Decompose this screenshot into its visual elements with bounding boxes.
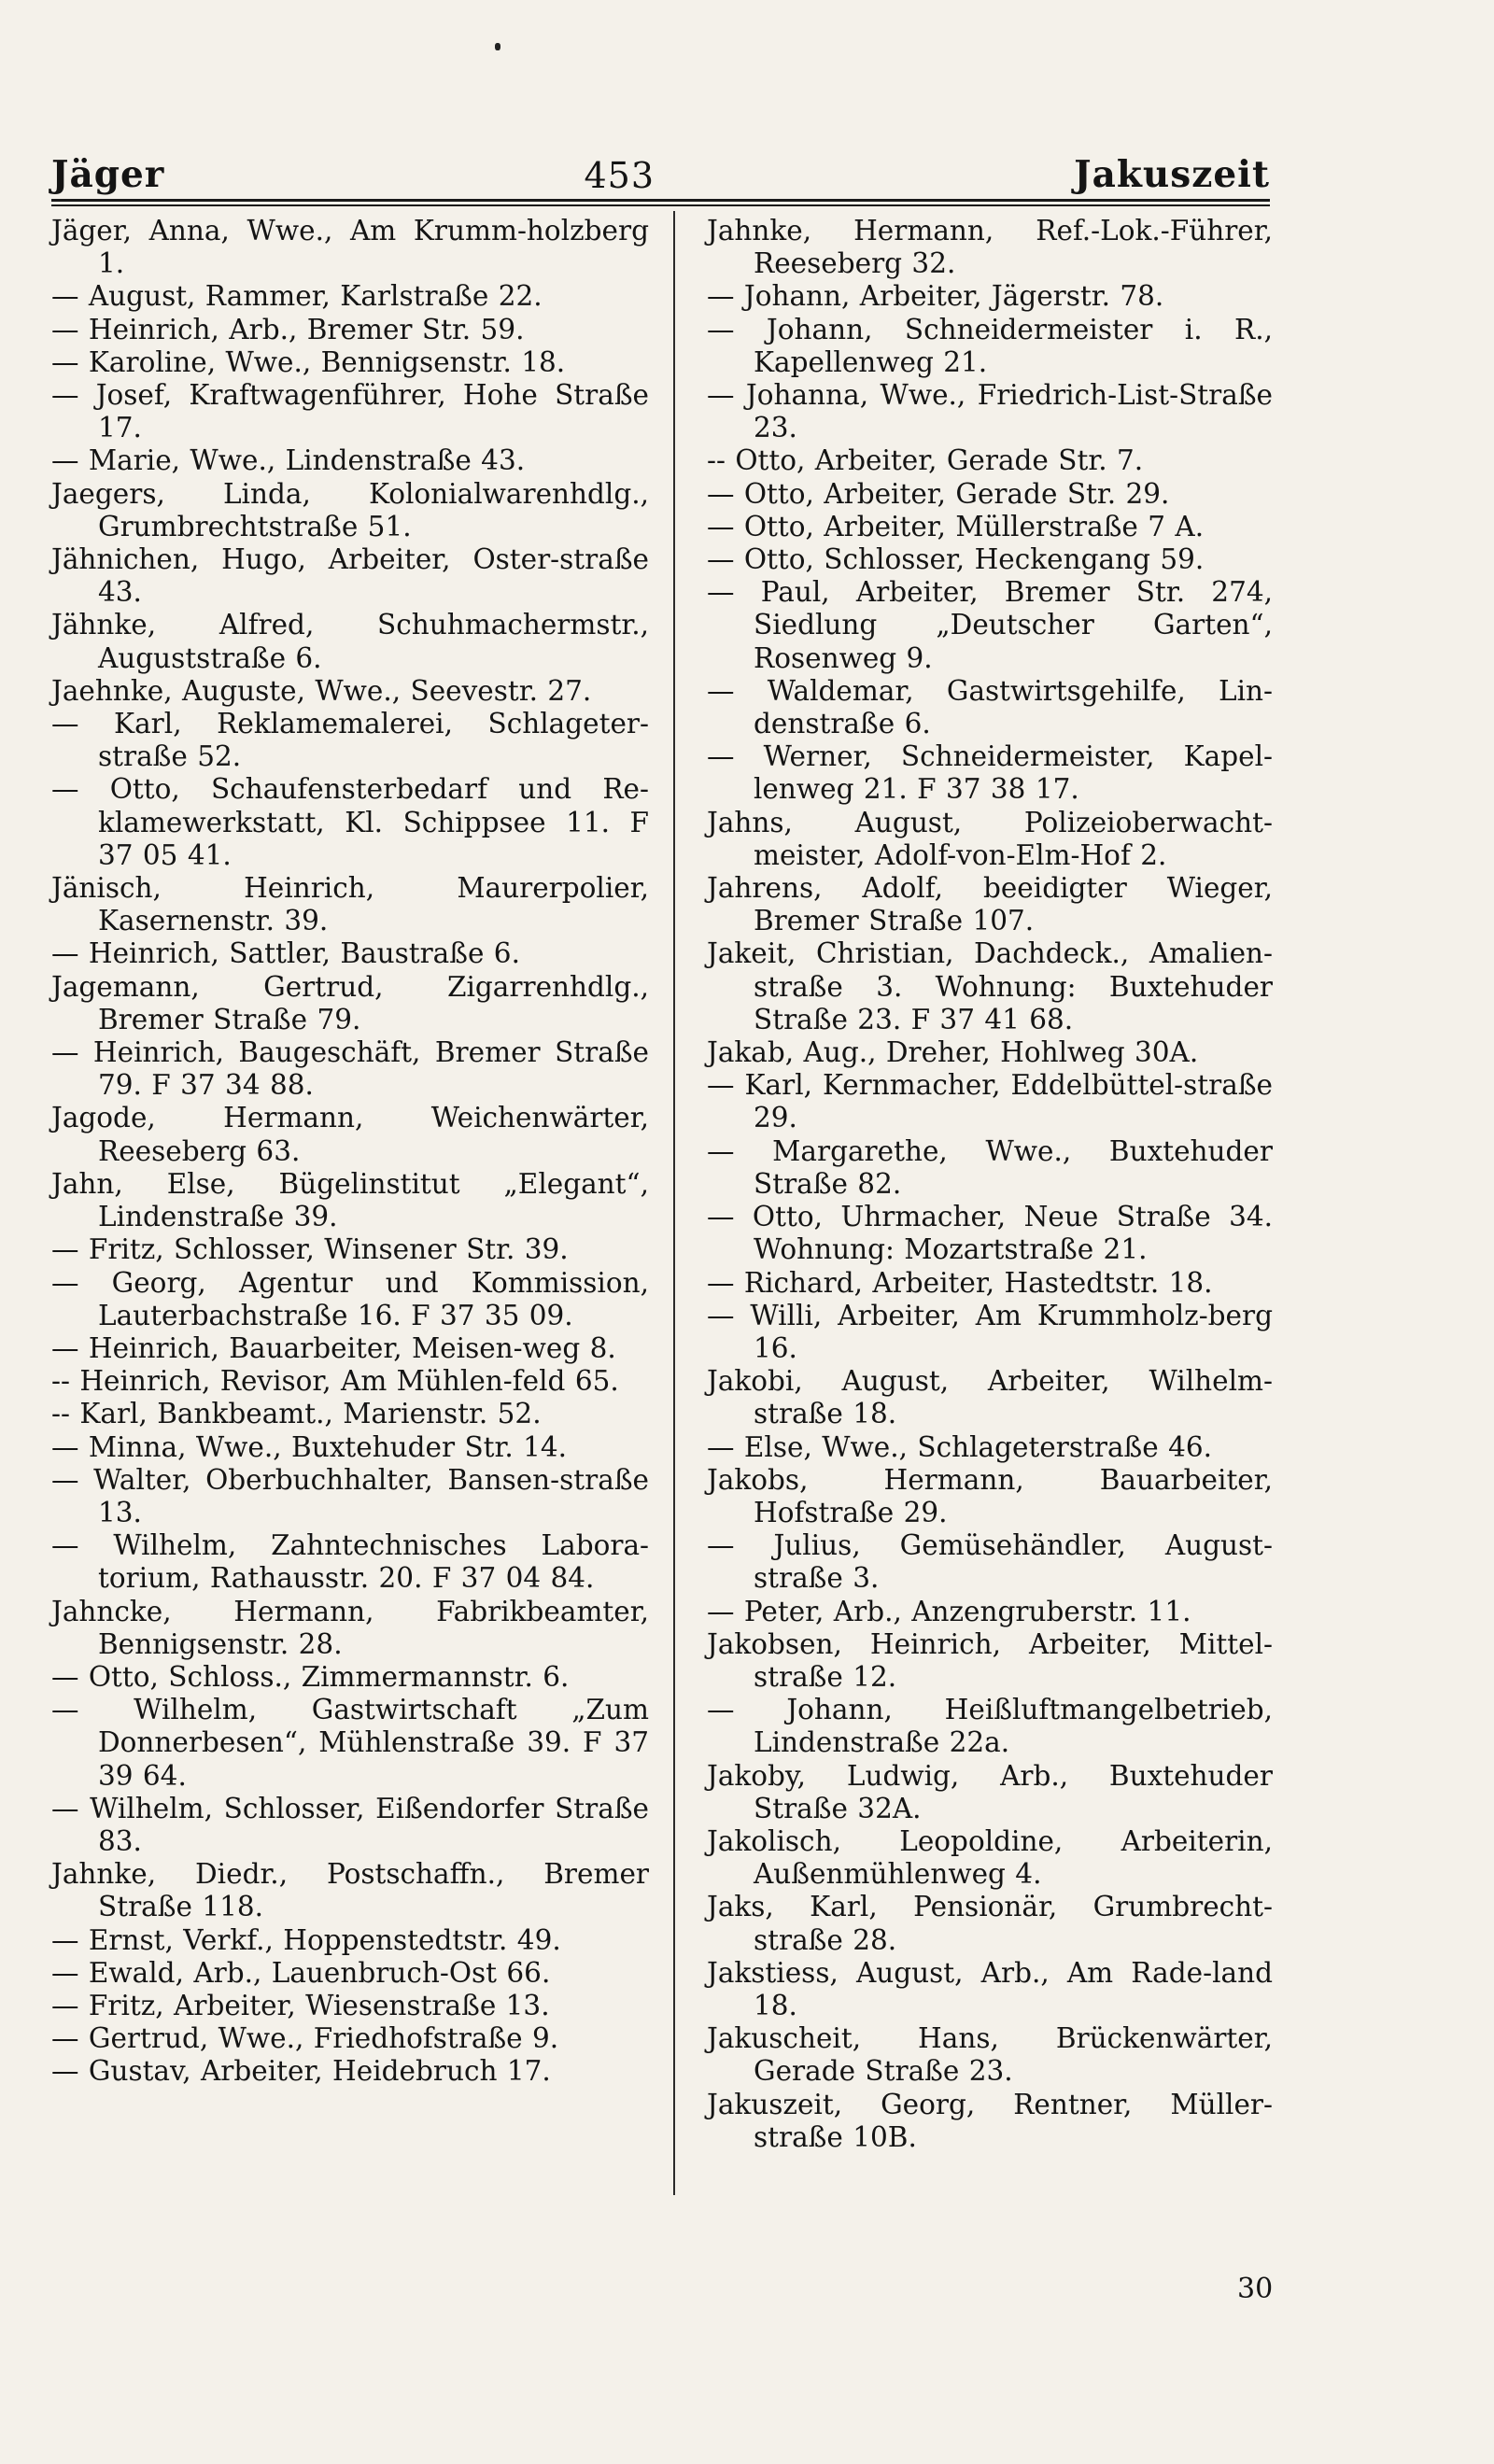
directory-entry: Jakobi, August, Arbeiter, Wilhelm-straße 18. [707, 1365, 1273, 1430]
directory-entry: Jakolisch, Leopoldine, Arbeiterin, Außenmühlenweg 4. [707, 1824, 1273, 1891]
directory-entry: — Heinrich, Arb., Bremer Str. 59. [51, 313, 525, 345]
directory-entry: Jahnke, Hermann, Ref.-Lok.-Führer, Reeseberg 32. [707, 215, 1273, 280]
directory-entry: — Walter, Oberbuchhalter, Bansen-straße 13. [51, 1463, 649, 1528]
directory-entry: — Otto, Schloss., Zimmermannstr. 6. [51, 1660, 570, 1693]
page-header [51, 140, 1270, 196]
directory-entry: — Ewald, Arb., Lauenbruch-Ost 66. [51, 1956, 551, 1989]
directory-entry: Jakeit, Christian, Dachdeck., Amalien-straße 3. Wohnung: Buxtehuder Straße 23. F 37 41 68. [707, 937, 1273, 1035]
directory-entry: — Wilhelm, Schlosser, Eißendorfer Straße 83. [51, 1792, 649, 1857]
directory-entry: — Johann, Schneidermeister i. R., Kapellenweg 21. [707, 313, 1273, 378]
directory-entry: — Richard, Arbeiter, Hastedtstr. 18. [707, 1266, 1213, 1299]
directory-entry: — Gertrud, Wwe., Friedhofstraße 9. [51, 2022, 559, 2055]
directory-entry: — Johann, Arbeiter, Jägerstr. 78. [707, 280, 1164, 313]
directory-entry: Jakoby, Ludwig, Arb., Buxtehuder Straße 32A. [707, 1759, 1273, 1824]
directory-entry: Jänisch, Heinrich, Maurerpolier, Kasernenstr. 39. [51, 872, 649, 937]
directory-entry: — Else, Wwe., Schlageterstraße 46. [707, 1430, 1213, 1463]
column-divider [673, 211, 675, 2195]
directory-entry: — Peter, Arb., Anzengruberstr. 11. [707, 1595, 1191, 1627]
directory-entry: — Fritz, Arbeiter, Wiesenstraße 13. [51, 1989, 550, 2021]
signature-mark: 30 [1237, 2273, 1274, 2305]
header-rule-top [51, 199, 1270, 202]
directory-entry: — Gustav, Arbeiter, Heidebruch 17. [51, 2055, 551, 2088]
directory-entry: Jakobsen, Heinrich, Arbeiter, Mittel-straße 12. [707, 1627, 1273, 1693]
directory-entry: — Wilhelm, Zahntechnisches Labora-torium, Rathausstr. 20. F 37 04 84. [51, 1529, 649, 1595]
directory-entry: — August, Rammer, Karlstraße 22. [51, 280, 543, 313]
directory-entry: Jaks, Karl, Pensionär, Grumbrecht-straße 28. [707, 1891, 1273, 1956]
directory-entry: Jäger, Anna, Wwe., Am Krumm-holzberg 1. [51, 215, 649, 280]
directory-entry: -- Karl, Bankbeamt., Marienstr. 52. [51, 1398, 542, 1430]
directory-entry: — Werner, Schneidermeister, Kapel-lenweg 21. F 37 38 17. [707, 740, 1273, 806]
directory-entry: — Willi, Arbeiter, Am Krummholz-berg 16. [707, 1299, 1273, 1364]
directory-entry: — Karoline, Wwe., Bennigsenstr. 18. [51, 345, 566, 378]
directory-entry: — Minna, Wwe., Buxtehuder Str. 14. [51, 1430, 568, 1463]
directory-entry: Jakstiess, August, Arb., Am Rade-land 18. [707, 1956, 1273, 2021]
directory-entry: — Paul, Arbeiter, Bremer Str. 274, Siedlung „Deutscher Garten“, Rosenweg 9. [707, 576, 1273, 674]
directory-entry: -- Heinrich, Revisor, Am Mühlen-feld 65. [51, 1365, 619, 1398]
directory-entry: Jagemann, Gertrud, Zigarrenhdlg., Bremer Straße 79. [51, 970, 649, 1035]
directory-entry: — Otto, Arbeiter, Müllerstraße 7 A. [707, 510, 1205, 542]
directory-entry: Jakobs, Hermann, Bauarbeiter, Hofstraße 29. [707, 1463, 1273, 1528]
print-speck [495, 43, 500, 50]
directory-entry: — Otto, Uhrmacher, Neue Straße 34. Wohnung: Mozartstraße 21. [707, 1201, 1273, 1266]
directory-entry: — Margarethe, Wwe., Buxtehuder Straße 82. [707, 1134, 1273, 1200]
directory-entry: — Josef, Kraftwagenführer, Hohe Straße 17. [51, 379, 649, 444]
directory-entry: Jahncke, Hermann, Fabrikbeamter, Bennigsenstr. 28. [51, 1595, 649, 1660]
directory-entry: Jakab, Aug., Dreher, Hohlweg 30A. [707, 1036, 1199, 1069]
left-column [51, 215, 649, 2089]
directory-entry: — Georg, Agentur und Kommission, Lauterbachstraße 16. F 37 35 09. [51, 1266, 649, 1331]
directory-entry: — Otto, Arbeiter, Gerade Str. 29. [707, 477, 1170, 510]
directory-entry: Jakuszeit, Georg, Rentner, Müller-straße 10B. [707, 2088, 1273, 2153]
directory-entry: Jahrens, Adolf, beeidigter Wieger, Bremer Straße 107. [707, 872, 1273, 937]
header-left-word: Jäger [51, 153, 165, 196]
directory-entry: — Heinrich, Bauarbeiter, Meisen-weg 8. [51, 1331, 616, 1364]
right-column [707, 215, 1273, 2154]
directory-entry: — Heinrich, Baugeschäft, Bremer Straße 79. F 37 34 88. [51, 1036, 649, 1102]
directory-entry: — Wilhelm, Gastwirtschaft „Zum Donnerbesen“, Mühlenstraße 39. F 37 39 64. [51, 1694, 649, 1792]
directory-entry: — Heinrich, Sattler, Baustraße 6. [51, 937, 520, 970]
directory-entry: — Johann, Heißluftmangelbetrieb, Lindenstraße 22a. [707, 1694, 1273, 1759]
directory-entry: — Marie, Wwe., Lindenstraße 43. [51, 444, 526, 477]
directory-entry: Jaegers, Linda, Kolonialwarenhdlg., Grumbrechtstraße 51. [51, 477, 649, 542]
page-number: 453 [584, 155, 655, 196]
directory-entry: Jahn, Else, Bügelinstitut „Elegant“, Lindenstraße 39. [51, 1167, 649, 1233]
directory-entry: -- Otto, Arbeiter, Gerade Str. 7. [707, 444, 1144, 477]
directory-entry: — Fritz, Schlosser, Winsener Str. 39. [51, 1233, 569, 1266]
directory-entry: — Julius, Gemüsehändler, August-straße 3. [707, 1529, 1273, 1595]
directory-entry: Jagode, Hermann, Weichenwärter, Reeseberg 63. [51, 1102, 649, 1167]
directory-entry: — Karl, Reklamemalerei, Schlageter-straße 52. [51, 708, 649, 773]
directory-entry: Jähnichen, Hugo, Arbeiter, Oster-straße 43. [51, 543, 649, 609]
directory-entry: — Waldemar, Gastwirtsgehilfe, Lin-denstraße 6. [707, 674, 1273, 740]
directory-entry: — Ernst, Verkf., Hoppenstedtstr. 49. [51, 1923, 561, 1956]
directory-entry: Jakuscheit, Hans, Brückenwärter, Gerade Straße 23. [707, 2022, 1273, 2088]
directory-entry: Jahnke, Diedr., Postschaffn., Bremer Straße 118. [51, 1858, 649, 1923]
directory-entry: Jähnke, Alfred, Schuhmachermstr., Auguststraße 6. [51, 609, 649, 674]
directory-entry: — Otto, Schlosser, Heckengang 59. [707, 543, 1205, 576]
directory-entry: Jahns, August, Polizeioberwacht-meister, Adolf-von-Elm-Hof 2. [707, 806, 1273, 871]
directory-entry: Jaehnke, Auguste, Wwe., Seevestr. 27. [51, 674, 592, 707]
directory-entry: — Johanna, Wwe., Friedrich-List-Straße 23. [707, 379, 1273, 444]
header-rule-bottom [51, 204, 1270, 206]
header-right-word: Jakuszeit [1074, 153, 1270, 196]
directory-entry: — Karl, Kernmacher, Eddelbüttel-straße 29. [707, 1069, 1273, 1134]
directory-entry: — Otto, Schaufensterbedarf und Re-klamewerkstatt, Kl. Schippsee 11. F 37 05 41. [51, 773, 649, 871]
